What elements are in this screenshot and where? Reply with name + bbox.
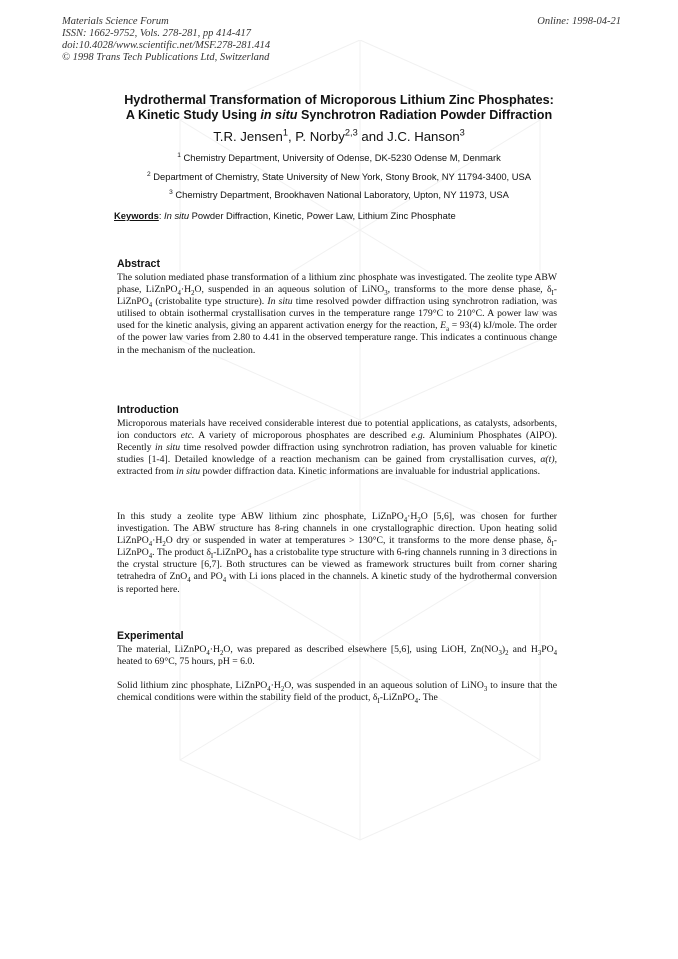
introduction-paragraph: Microporous materials have received considerable interest due to potential applications, as catalysts, adsorbents, ion conductors etc. A variety of microporous phosphates are described e.g. Aluminium Phosphates (AlPO). Recently in situ time resolved powder diffraction using synchrotron radiation, has proven valuable for kinetic studies [1-4]. Detailed knowledge of a reaction mechanism can be gained from crystallisation curves, α(t), extracted from in situ powder diffraction data. Kinetic informations are invaluable for industrial applications. xyxy=(117,418,557,478)
affiliation-number: 2 xyxy=(146,170,151,178)
keywords-label: Keywords xyxy=(114,210,159,221)
affiliation xyxy=(80,152,598,164)
author-name: P. Norby xyxy=(295,129,345,144)
author-separator: and xyxy=(357,129,388,144)
keywords-colon: : xyxy=(158,210,165,221)
title-text: A Kinetic Study Using xyxy=(125,108,261,122)
author-name: T.R. Jensen xyxy=(213,129,283,144)
affiliation-number: 1 xyxy=(177,151,181,159)
author-name: J.C. Hanson xyxy=(387,129,460,144)
title-line-1: Hydrothermal Transformation of Microporous Lithium Zinc Phosphates: xyxy=(124,93,554,107)
keywords-italic: In situ xyxy=(164,210,190,221)
abstract-heading: Abstract xyxy=(117,258,160,270)
author-affil-mark: 1 xyxy=(282,127,288,138)
journal-name: Materials Science Forum xyxy=(62,16,169,27)
paper-title xyxy=(100,93,578,123)
introduction-heading: Introduction xyxy=(117,404,179,416)
affiliation xyxy=(80,171,598,183)
author-list xyxy=(100,129,578,145)
issn-line: ISSN: 1662-9752, Vols. 278-281, pp 414-417 xyxy=(62,28,251,39)
affiliation-text: Department of Chemistry, State University of New York, Stony Brook, NY 11794-3400, USA xyxy=(153,171,532,182)
author-separator: , xyxy=(287,129,296,144)
affiliation-number: 3 xyxy=(169,188,173,196)
keywords-list: Powder Diffraction, Kinetic, Power Law, Lithium Zinc Phosphate xyxy=(189,210,456,221)
title-line-2 xyxy=(100,108,578,123)
experimental-paragraph: Solid lithium zinc phosphate, $LiZnPO_4\cdot H_2O$, was suspended in an aqueous solution of LiNO$_3$ to insure that the chemical conditions were within the stability field of the product, $\delta_I-LiZnPO_4$. The xyxy=(117,680,557,706)
online-date: Online: 1998-04-21 xyxy=(537,16,621,27)
title-text: Synchrotron Radiation Powder Diffraction xyxy=(297,108,553,122)
publication-info xyxy=(62,16,270,64)
affiliation xyxy=(80,189,598,201)
abstract-text: The solution mediated phase transformation of a lithium zinc phosphate was investigated. The zeolite type ABW phase, $LiZnPO_4\cdot H_2O$, suspended in an aqueous solution of LiNO$_3$, transforms to the more dense phase, $\delta_I-LiZnPO_4$ (cristobalite type structure). In situ time resolved powder diffraction using synchrotron radiation, was utilised to obtain isothermal crystallisation curves in the temperature range 179°C to 210°C. A power law was used for the kinetic analysis, giving an apparent activation energy for the reaction, $E_a = 93(4)$ kJ/mole. The order of the power law varies from 2.80 to 4.41 in the observed temperature range. This indicates a continuous change in the mechanism of the nucleation. xyxy=(117,272,558,356)
keywords xyxy=(114,210,456,222)
experimental-heading: Experimental xyxy=(117,630,184,642)
author-affil-mark: 3 xyxy=(459,127,465,138)
doi-line: doi:10.4028/www.scientific.net/MSF.278-281.414 xyxy=(62,40,271,51)
copyright-line: © 1998 Trans Tech Publications Ltd, Switzerland xyxy=(62,52,270,63)
experimental-paragraph: The material, $LiZnPO_4\cdot H_2O$, was prepared as described elsewhere [5,6], using LiOH, $Zn(NO_3)_2$ and $H_3PO_4$ heated to 69°C, 75 hours, pH = 6.0. xyxy=(117,644,558,668)
author-affil-mark: 2,3 xyxy=(344,127,358,138)
affiliation-text: Chemistry Department, Brookhaven National Laboratory, Upton, NY 11973, USA xyxy=(175,189,509,200)
affiliation-text: Chemistry Department, University of Odense, DK-5230 Odense M, Denmark xyxy=(183,152,501,163)
title-italic: in situ xyxy=(260,108,298,122)
introduction-paragraph: In this study a zeolite type ABW lithium zinc phosphate, $LiZnPO_4\cdot H_2O$ [5,6], was chosen for further investigation. The ABW structure has 8-ring channels in one crystallographic direction. Upon heating solid $LiZnPO_4\cdot H_2O$ dry or suspended in water at temperatures > 130°C, it transforms to the more dense phase, $\delta_I-LiZnPO_4$. The product $\delta_I-LiZnPO_4$ has a cristobalite type structure with 6-ring channels running in 3 directions in the crystal structure [6,7]. Both structures can be viewed as framework structures built from corner sharing tetrahedra of ZnO$_4$ and $PO_4$ with Li ions placed in the channels. A kinetic study of the hydrothermal conversion is reported here. xyxy=(117,511,558,595)
